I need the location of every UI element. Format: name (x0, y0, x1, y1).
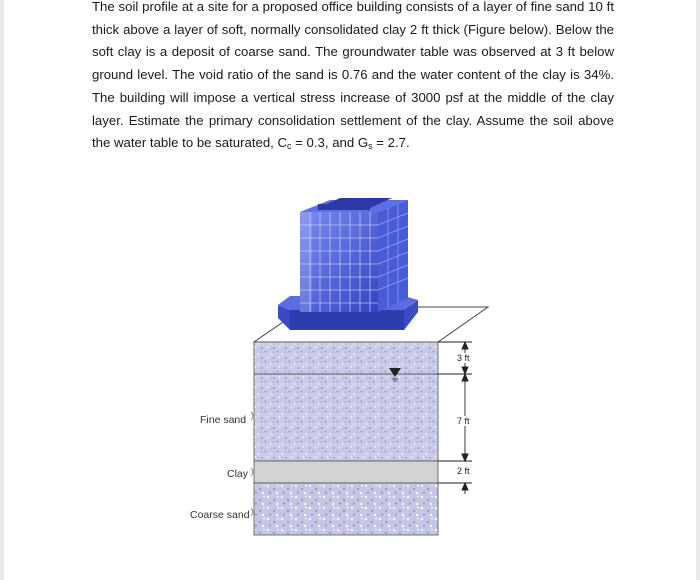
fine-sand-layer (254, 342, 438, 461)
fine-sand-label: Fine sand (200, 414, 247, 426)
gs-subscript: s (368, 141, 373, 152)
cc-subscript: c (287, 141, 292, 152)
dimension-7ft: 7 ft (457, 416, 470, 426)
dimension-2ft: 2 ft (457, 466, 470, 476)
building-illustration (278, 198, 418, 330)
problem-text-gs: = 2.7. (372, 135, 410, 151)
coarse-sand-label: Coarse sand (190, 509, 250, 521)
problem-text: The soil profile at a site for a proposed office building consists of a layer of fine sand 10 ft thick above a layer of soft, normally consolidated clay 2 ft thick (Figure below). Below the soft clay is a deposit of coarse sand. The groundwater table was observed at 3 ft below ground level. The void ratio of the sand is 0.76 and the water content of the clay is 34%. The building will impose a vertical stress increase of 3000 psf at the middle of the clay layer. Estimate the primary consolidation settlement of the clay. Assume the soil above the water table to be saturated, C (92, 0, 614, 151)
clay-label: Clay (227, 468, 249, 480)
problem-text-cc: = 0.3, and G (291, 135, 369, 151)
dimension-3ft: 3 ft (457, 353, 470, 363)
clay-layer (254, 461, 438, 483)
coarse-sand-layer (254, 483, 438, 535)
